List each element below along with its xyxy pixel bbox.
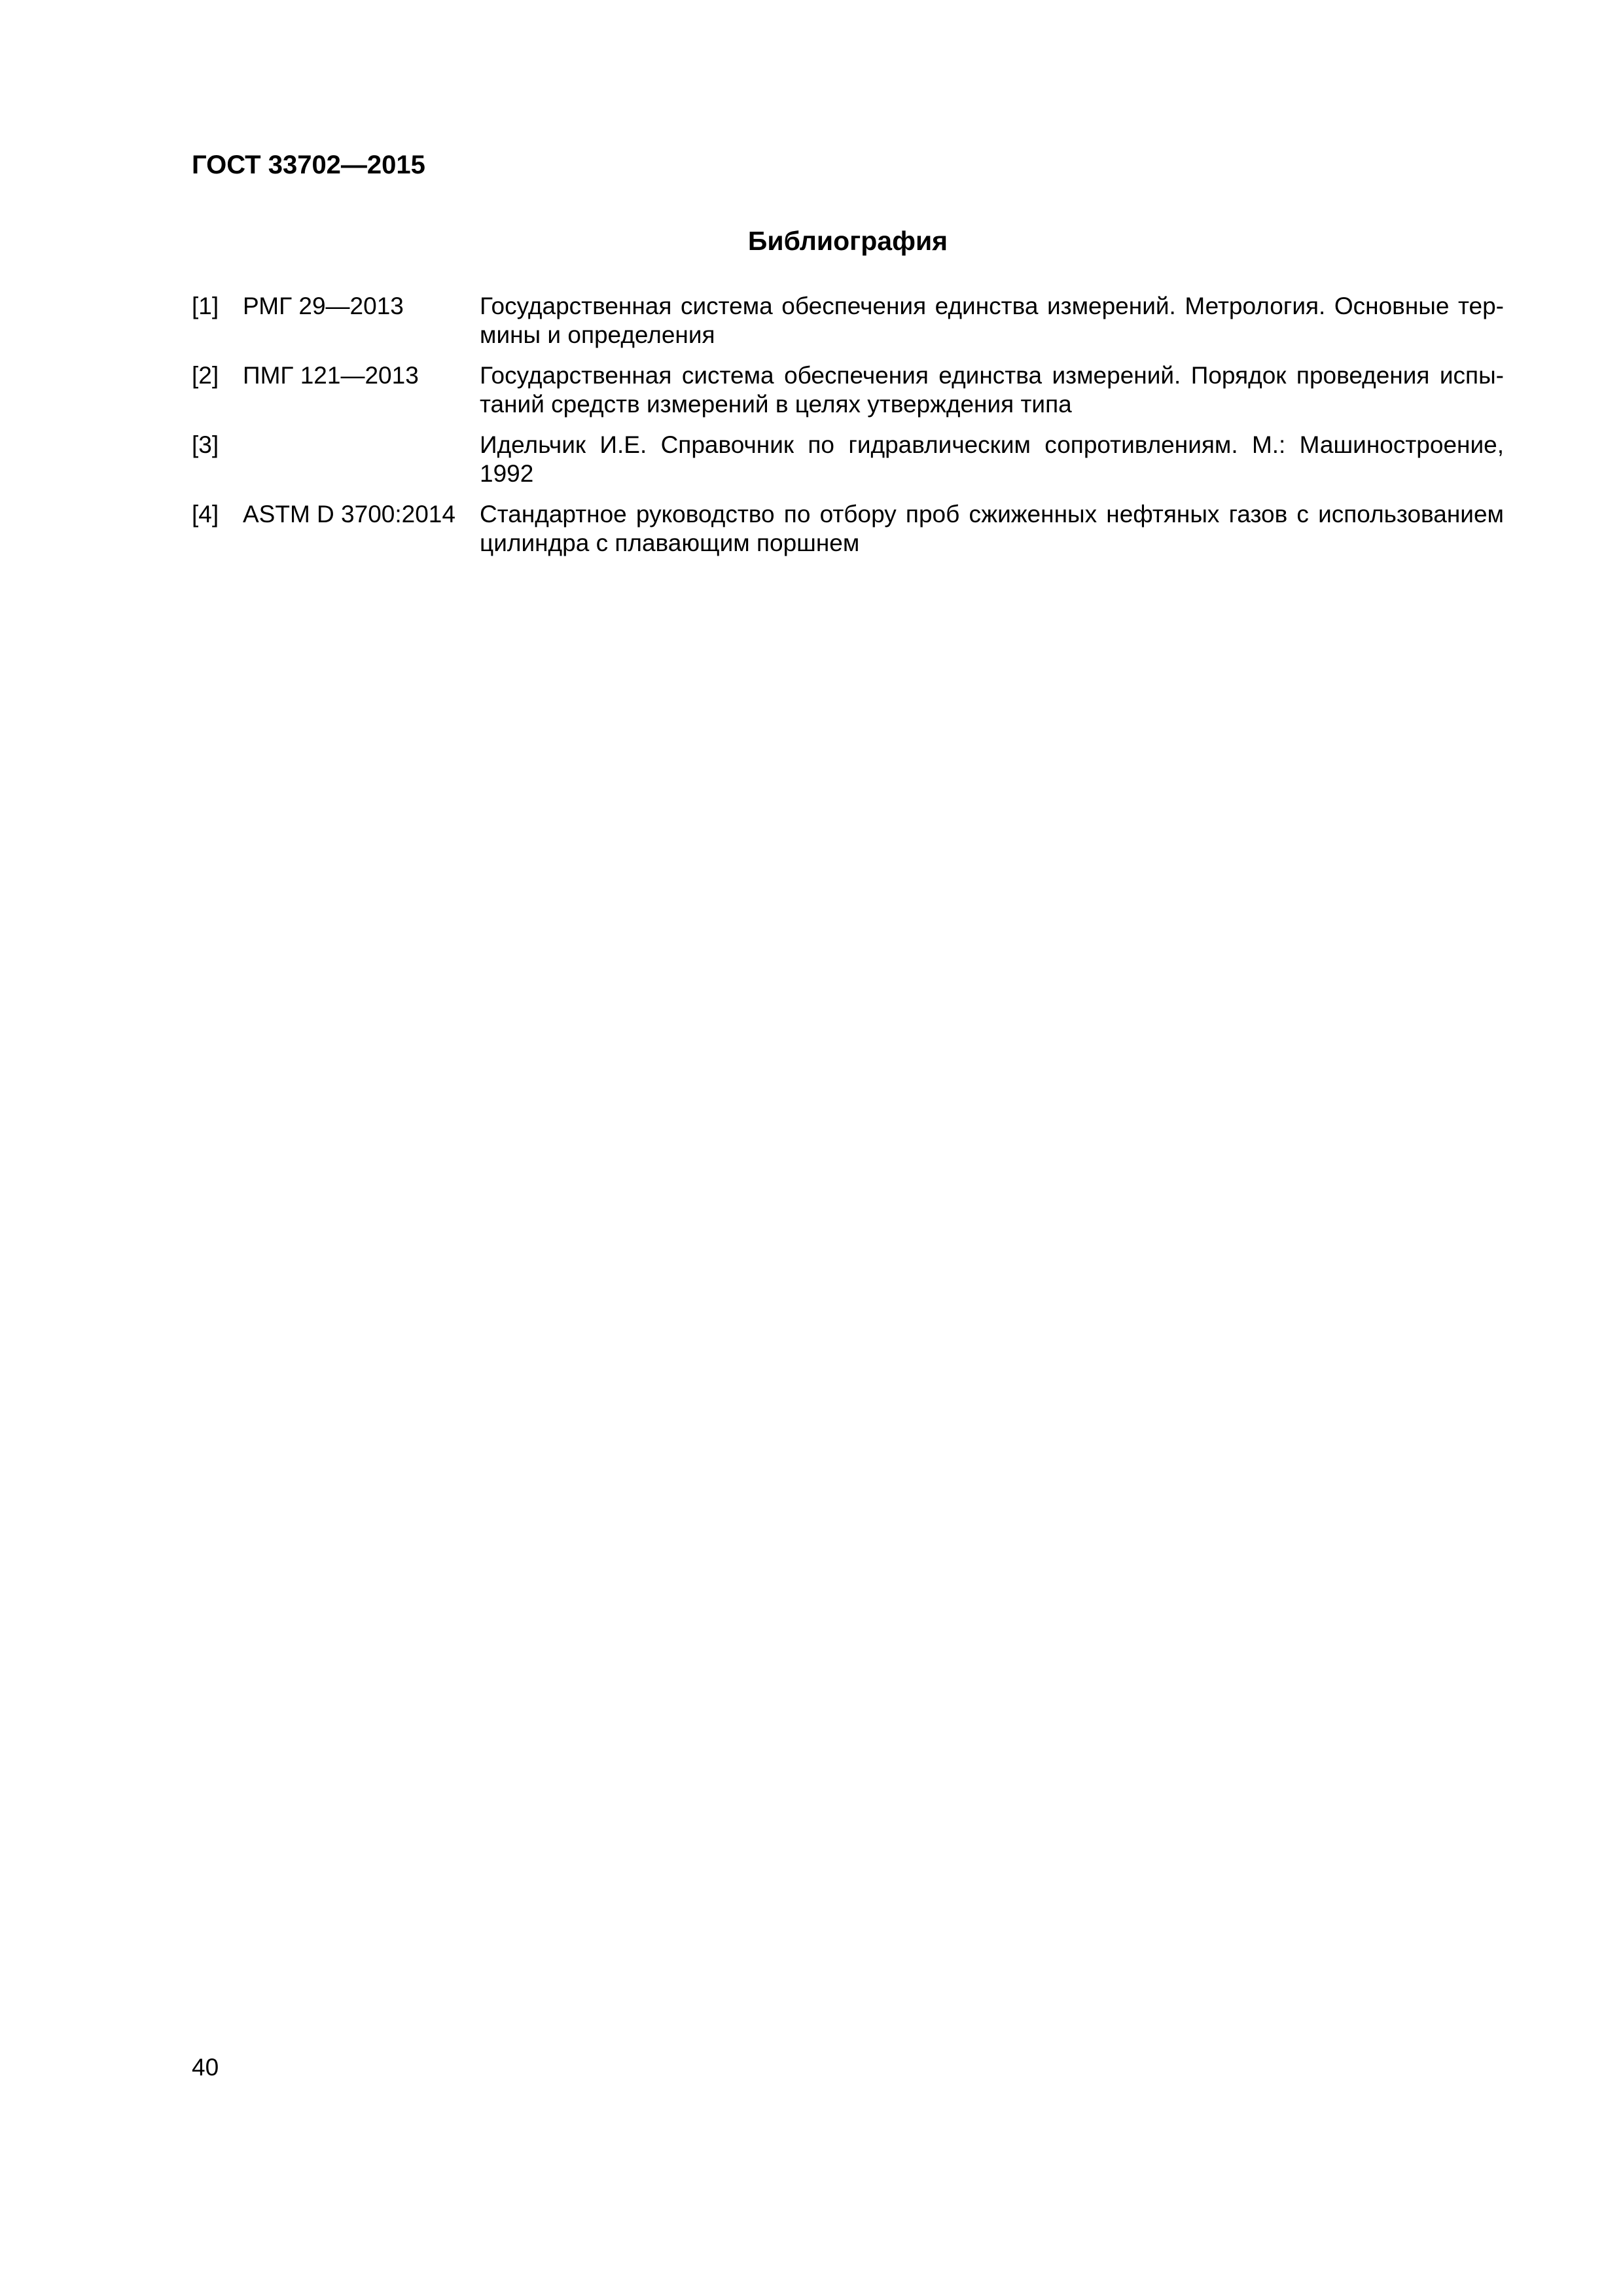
bibliography-entry [192, 431, 1504, 488]
bibliography-entry-number: [4] [192, 501, 219, 528]
bibliography-entry-code: ASTM D 3700:2014 [243, 501, 455, 528]
bibliography-entry-code: ПМГ 121—2013 [243, 362, 419, 389]
page-number: 40 [192, 2054, 219, 2081]
bibliography-entry-text: Идельчик И.Е. Справочник по гидравлическим сопротивлениям. М.: Машиностроение, 1992 [480, 431, 1504, 487]
bibliography-entry-number: [1] [192, 293, 219, 319]
bibliography-entry-number: [2] [192, 362, 219, 389]
bibliography-entry [192, 292, 1504, 350]
bibliography-list [192, 292, 1504, 569]
document-code: ГОСТ 33702—2015 [192, 151, 425, 179]
bibliography-entry [192, 500, 1504, 558]
bibliography-entry-number: [3] [192, 431, 219, 458]
section-title: Библиография [747, 226, 948, 256]
bibliography-entry [192, 361, 1504, 419]
bibliography-entry-text: Государственная система обеспечения единства измерений. Метрология. Основные термины и определения [480, 293, 1504, 348]
bibliography-entry-text: Стандартное руководство по отбору проб сжиженных нефтяных газов с использованием цилиндра с плавающим поршнем [480, 501, 1504, 556]
bibliography-entry-text: Государственная система обеспечения единства измерений. Порядок проведения испытаний средств измерений в целях утверждения типа [480, 362, 1504, 418]
bibliography-entry-code: РМГ 29—2013 [243, 293, 404, 319]
